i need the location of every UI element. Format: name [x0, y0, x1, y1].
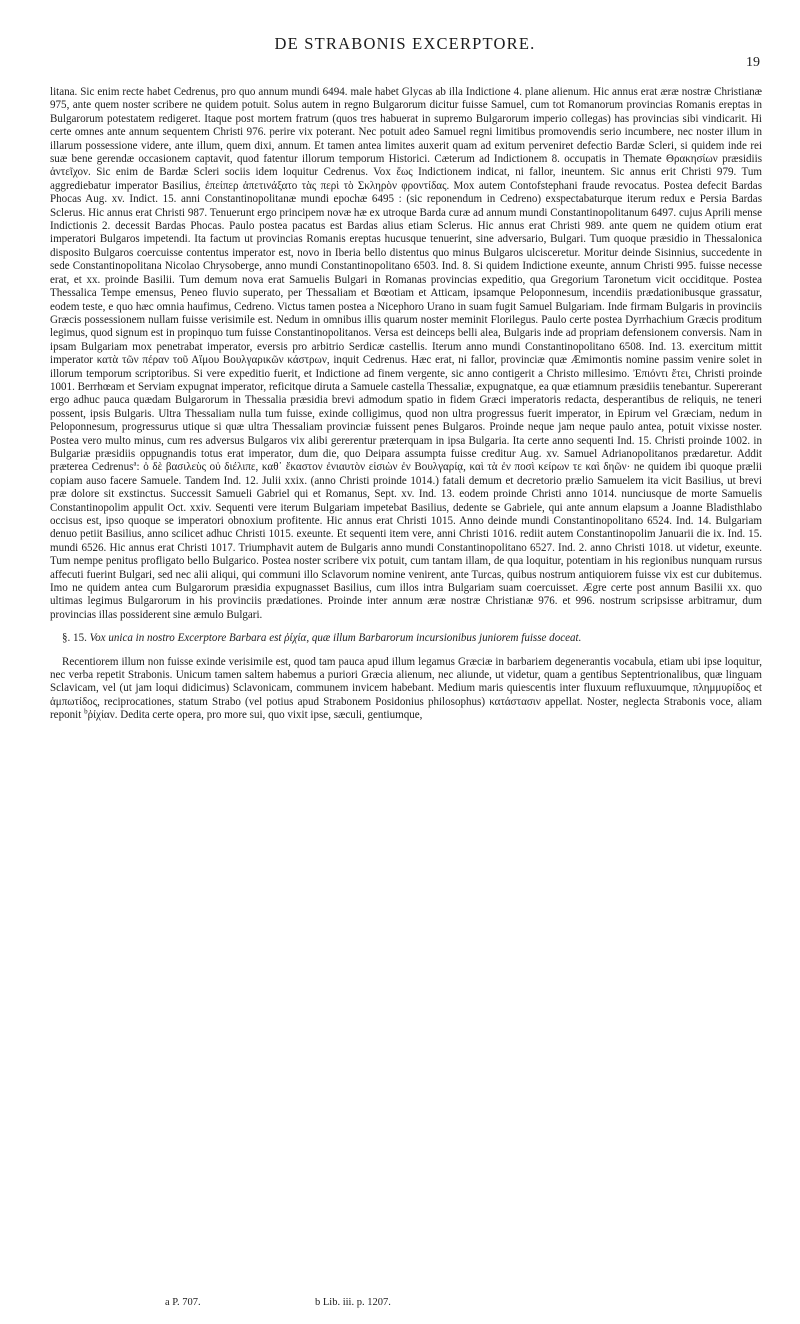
- paragraph-text: Recentiorem illum non fuisse exinde verisimile est, quod tam pauca apud illum legamus Græciæ in barbariem degenerantis vocabula, etiam ubi ipse loquitur, nec verba repetit Strabonis. Unicum tamen saltem habemus a puriori Græcia alienum, nec aliunde, ut videtur, quam a gentibus Septentrionalibus, quæ linguam Sclavicam, vel (ut jam loqui didicimus) Sclavonicam, communem invicem habebant. Medium maris quiescentis inter fluxuum refluxuumque, πλημμυρίδος et ἀμπωτίδος, reciprocationes, statum Strabo (vel potius apud Strabonem Posidonius philosophus) κατάστασιν appellat. Noster, neglecta Strabonis voce, aliam reponit: [50, 655, 762, 722]
- page-number: 19: [746, 55, 760, 70]
- paragraph: [50, 86, 762, 622]
- section-number: §. 15.: [62, 632, 87, 645]
- footnote-ref: b: [84, 707, 88, 716]
- footnote-a: a P. 707.: [165, 1297, 201, 1308]
- paragraph-text: : ὁ δὲ βασιλεὺς οὐ διέλιπε, καθ᾿ ἕκαστον ἐνιαυτὸν εἰσιὼν ἐν Βουλγαρίᾳ, καὶ τὰ ἐν ποσὶ κείρων τε καὶ δηῶν· ne quidem ibi quoque prælii copiam auso facere Samuele. Tandem Ind. 12. Julii xxix. (anno Christi proinde 1014.) fatali demum et decretorio prælio Samuelem ita vicit Basilius, ut brevi præ dolore sit exstinctus. Successit Samueli Gabriel qui et Romanus, Sept. xv. Ind. 13. eodem proinde Christi anno 1014. nunciusque de morte Samuelis Constantinopolim appulit Oct. xxiv. Sequenti vere iterum Bulgariam impetebat Basilius, dedente se Gabriele, qui ante annum elapsum a Joanne Bladisthlabo occisus est, ipso quoque se imperatori obnoxium profitente. Hic annus erat Christi 1015. Anno deinde mundi Constantinopolitano 6524. Ind. 14. Bulgariam denuo petiit Basilius, anno scilicet adhuc Christi 1015. exeunte. Et sequenti item vere, anni Christi 1016. rediit autem Constantinopolim Januarii die ix. Ind. 15. mundi 6526. Hic annus erat Christi 1017. Triumphavit autem de Bulgaris anno mundi Constantinopolitano 6527. Ind. 2. anno Christi 1018. ut videtur, exeunte. Tum nempe penitus profligato bello Bulgarico. Postea noster scribere vix potuit, cum tantam illam, de qua loquitur, potentiam in his regionibus nunquam rursus affecuti fuerint Bulgari, sed nec alii aliqui, qui communi illo Sclavorum nomine venirent, ante Turcas, quibus nostrum antiquiorem fuisse vix est cur dubitemus. Imo ne quidem antea cum Bulgarorum præsidia expugnasset Basilius, cum illos intra Bulgariam suam coercuisset. Ægre certe post annum Basilii xx. quo ultimas legimus Bulgarorum in his provinciis prædationes. Proinde inter annum æræ nostræ Christianæ 976. et 996. nostrum scripsisse arbitramur, dum provincias illas possiderent sine æmulo Bulgari.: [50, 461, 762, 621]
- footnote-ref: a: [133, 459, 137, 468]
- paragraph-text: ῥίχίαν. Dedita certe opera, pro more sui, quo vixit ipse, sæculi, gentiumque,: [87, 709, 423, 722]
- section-heading: Vox unica in nostro Excerptore Barbara est ῥίχία, quæ illum Barbarorum incursionibus juniorem fuisse doceat.: [89, 632, 582, 645]
- section-title: [50, 632, 762, 645]
- body-text: [50, 86, 762, 723]
- paragraph-text: litana. Sic enim recte habet Cedrenus, pro quo annum mundi 6494. male habet Glycas ab illa Indictione 4. plane alienum. Hic annus erat æræ nostræ Christianæ 975, ante quem noster scribere ne quidem potuit. Solus autem in regno Bulgarorum dicitur fuisse Samuel, cum tot Romanorum provincias Romanis ereptas in Bulgarorum potestatem redigeret. Itaque post mortem fratrum (quos tres habuerat in supremo Bulgarorum imperio collegas) has provincias sibi vindicarit. Hi certe omnes ante annum sequentem Christi 976. perire vix poterant. Nec potuit adeo Samuel regni limitibus promovendis serio incumbere, nec noster illum in illarum possessione videre, ante illum, quem dixi, annum. Et tamen antea limites auxerit quam ad exitum perveniret defectio Bardæ Scleri, si quidem inde rei suæ bene gerendæ occasionem captavit, quod fatentur illorum temporum Historici. Cæterum ad Indictionem 8. occupatis in Themate Θρακησίων præsidiis ἀντεῖχον. Sic enim de Bardæ Scleri sociis idem loquitur Cedrenus. Vox ἕως Indictionem indicat, ni fallor, ineuntem. Sic annus erit Christi 979. Tum aggrediebatur imperator Basilius, ἐπείπερ ἀπετινάξατο τὰς περὶ τὸ Σκληρὸν φροντίδας. Mox autem Contofstephani fraude revocatus. Postea defecit Bardas Phocas Aug. xv. Indict. 15. anni Constantinopolitanæ mundi epochæ 6495 : (sic reponendum in Cedreno) exspectabaturque iterum redux e Persia Bardas Sclerus. Hic annus erat Christi 987. Tenuerunt ergo principem novæ hæ ex utroque Barda curæ ad annum mundi Constantinopolitanum 6497. cujus Aprili mense Indictionis 2. decessit Bardas Phocas. Paulo postea pacatus est Bardas alius etiam Sclerus. Hic annus erat Christi 989. ante quem ne quidem otium erat imperatori Bulgaros impetendi. Ita factum ut provincias Romanis ereptas hucusque tenuerint, sine adversario, Bulgari. Tum quoque præsidio in Thessalonica disposito Bulgaros coercuisse contentus imperator est, novo in Iberia bello distentus quo minus Bulgaros ulcisceretur. Moritur deinde Sisinnius, succedente in sede Constantinopolitana Nicolao Chrysoberge, anno mundi Constantinopolitano 6503. Ind. 8. Si quidem Indictione exeunte, annum Christi 995. fuisse necesse erat, et xx. proinde Basilii. Tum demum nova erat Samuelis Bulgari in Romanas provincias expeditio, qua Gregorium Taronetum vicit occiditque. Postea Thessalica Tempe emensus, Peneo fluvio superato, per Thessaliam et Bœotiam et Atticam, ipsamque Peloponnesum, incendiis prædationibusque grassatur, eodem teste, e quo hæc omnia haufimus, Cedreno. Victus tamen postea a Nicephoro Urano in suam fugit Samuel Bulgariam. Inde firmam Bulgaris in provinciis Græcis possessionem nullam fuisse verisimile est. Nedum in omnibus illis quarum noster meminit Florilegus. Paulo certe postea Dyrrhachium Græcis proditum legimus, quod signum est in propinquo tum fuisse Constantinopolitanos. Versa est deinceps belli alea, Bulgaris inde ad propriam defensionem conversis. Nam in ipsam Bulgariam mox penetrabat imperator, eversis pro arbitrio Serdicæ castellis. Iterum anno mundi Constantinopolitano 6508. Ind. 13. exercitum mittit imperator κατὰ τῶν πέραν τοῦ Αἵμου Βουλγαρικῶν κάστρων, inquit Cedrenus. Hæc erat, ni fallor, provinciæ quæ Æmimontis nomine passim venire solet in illorum temporum scriptoribus. Si vere expeditio fuerit, et Indictione ad finem vergente, sic anno contigerit a Christo millesimo. Ἐπιόντι ἔτει, Christi proinde 1001. Berrhœam et Serviam expugnat imperator, reficitque diruta a Samuele castella Thessaliæ, expugnatque, ea quæ etiamnum præsidiis tenebantur. Supererant ergo adhuc pauca quædam Bulgarorum in Thessalia præsidia brevi admodum spatio in fidem Græci imperatoris redacta, desperantibus de reliquis, ne teneri possent, ipsis Bulgaris. Ultra Thessaliam nulla tum fuisse, exinde colligimus, quod non ultra progressus fuerit imperator, in Epirum vel Græciam, nedum in Peloponnesum, progressurus utique si quæ ultra Thessaliam provinciæ fuissent penes Bulgaros. Proinde neque jam neque paulo antea, potuit vixisse noster. Postea vero multo minus, cum res adversus Bulgaros vix alibi gererentur præterquam in ipsa Bulgaria. Ita certe anno sequenti Ind. 15. Christi proinde 1002. in Bulgariæ præsidiis oppugnandis totus erat imperator, dum die, quo Deipara assumpta fuisse creditur Aug. xv. Samuel Adrianopolitanos prædaretur. Addit præterea Cedrenus: [50, 86, 762, 474]
- running-title: DE STRABONIS EXCERPTORE.: [274, 34, 536, 53]
- footnote-b: b Lib. iii. p. 1207.: [315, 1297, 391, 1308]
- paragraph: [50, 656, 762, 723]
- running-head: [50, 34, 760, 78]
